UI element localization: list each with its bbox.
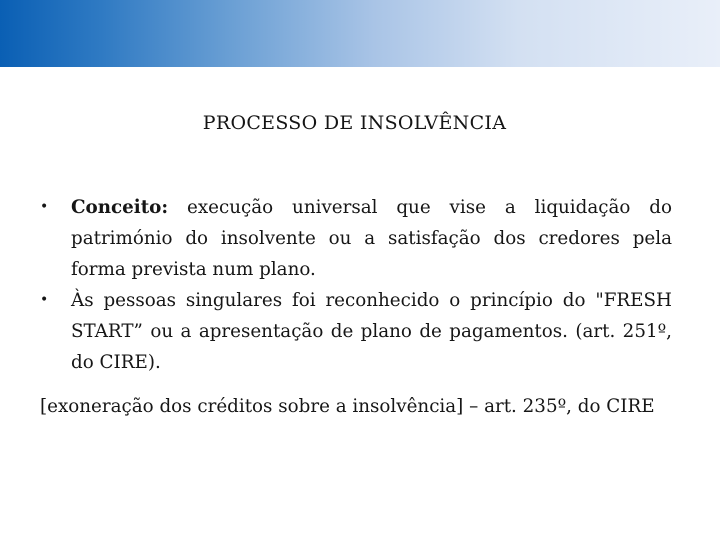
bullet-text: Às pessoas singulares foi reconhecido o princípio do "FRESH START” ou a apresentação de plano de pagamentos. (art. 251º, do CIRE). xyxy=(71,290,672,373)
bullet-term: Conceito: xyxy=(71,197,169,218)
bullet-item-fresh-start xyxy=(40,285,672,378)
header-gradient-band xyxy=(0,0,720,67)
slide-title: PROCESSO DE INSOLVÊNCIA xyxy=(202,112,507,134)
bullet-text: execução universal que vise a liquidação do património do insolvente ou a satisfação dos credores pela forma prevista num plano. xyxy=(71,197,672,280)
bullet-marker: • xyxy=(40,199,49,215)
bullet-marker: • xyxy=(40,292,49,308)
bullet-item-conceito xyxy=(40,192,672,285)
bullet-list xyxy=(40,192,672,378)
exoneration-note: [exoneração dos créditos sobre a insolvência] – art. 235º, do CIRE xyxy=(40,396,655,417)
